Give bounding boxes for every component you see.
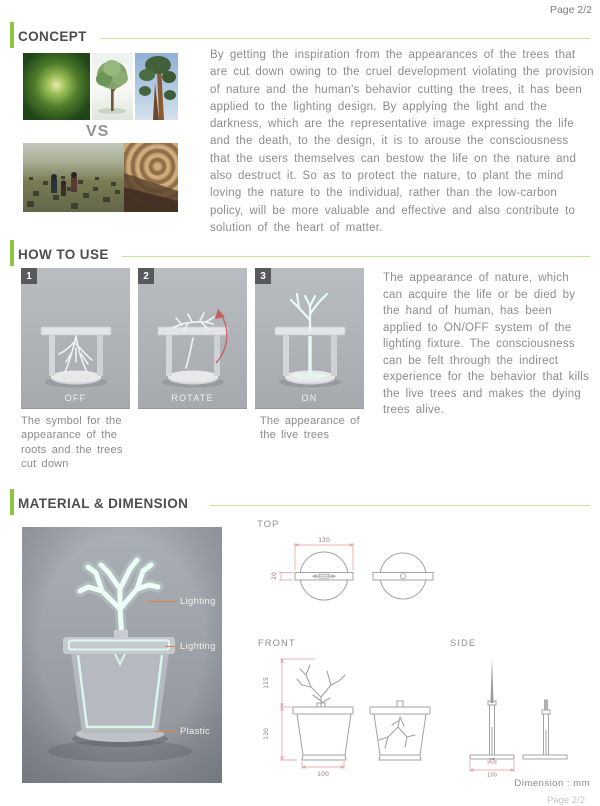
material-divider <box>210 505 590 506</box>
single-tree-photo <box>92 53 133 120</box>
top-view-label: TOP <box>257 519 280 530</box>
material-accent-bar <box>10 489 14 515</box>
product-render <box>22 527 222 783</box>
step-panel-on <box>255 268 364 409</box>
tall-tree-photo <box>135 53 178 120</box>
concept-body-text: By getting the inspiration from the appearances of the trees that are cut down owing to the cruel development violating the provision of nature and the human's behavior cutting the trees, it has been applied to the lighting design. By applying the light and the darkness, which are the representative image expressing the life and the death, to the design, it is to arouse the consciousness that the users themselves can bestow the life on the nature and also destruct it. So as to protect the nature, to plant the mind loving the nature to the individual, rather than the low-carbon policy, will be more valuable and effective and also contribute to solution of the heart of matter. <box>210 49 594 234</box>
how-to-use-title: HOW TO USE <box>18 247 109 262</box>
lamp-off-art <box>21 268 130 408</box>
dim-front-tree-height: 115 <box>263 677 270 689</box>
top-view-art <box>270 532 440 624</box>
tree-rings-photo <box>124 143 178 212</box>
single-tree-art <box>92 53 133 120</box>
step-on-caption: The appearance of the live trees <box>260 415 360 442</box>
plastic-leader-line <box>155 731 177 732</box>
how-to-use-divider <box>122 256 590 257</box>
front-view-label: FRONT <box>258 638 296 649</box>
step-off-caption: The symbol for the appearance of the roots and the trees cut down <box>21 415 123 470</box>
side-view-drawing <box>455 655 580 785</box>
dim-front-pot-height: 130 <box>263 728 270 740</box>
lamp-rotate-art <box>138 268 247 408</box>
dim-side-depth: 25 <box>488 758 496 764</box>
step-state-label: ON <box>301 393 318 403</box>
concept-title: CONCEPT <box>18 29 87 44</box>
tree-rings-art <box>124 143 178 212</box>
lighting-tree-label: Lighting <box>180 596 216 607</box>
dim-side-width: 100 <box>487 772 497 779</box>
vs-label: VS <box>86 123 110 140</box>
front-view-art <box>255 655 440 783</box>
deforestation-photo <box>23 143 124 212</box>
page-number: Page 2/2 <box>549 4 592 16</box>
dimension-unit-note: Dimension : mm <box>514 778 590 789</box>
front-view-drawing <box>255 655 440 783</box>
step-number-badge: 3 <box>255 268 271 284</box>
how-to-use-accent-bar <box>10 240 14 266</box>
clipped-footer-text: Page 2/2 <box>546 795 585 806</box>
lamp-on-art <box>255 268 364 408</box>
plastic-label: Plastic <box>180 726 211 737</box>
deforestation-art <box>23 143 124 212</box>
dim-top-width: 130 <box>318 537 330 544</box>
step-number-badge: 2 <box>138 268 154 284</box>
step-panel-rotate <box>138 268 247 409</box>
step-state-label: OFF <box>64 393 87 403</box>
concept-accent-bar <box>10 22 14 48</box>
step-panel-off <box>21 268 130 409</box>
lighting-tree-leader-line <box>148 601 177 602</box>
dim-top-depth: 20 <box>271 572 278 580</box>
concept-divider <box>100 38 590 39</box>
top-view-drawing <box>270 532 440 624</box>
dim-front-base-width: 100 <box>317 771 329 778</box>
side-view-label: SIDE <box>450 638 477 649</box>
how-to-use-body-text: The appearance of nature, which can acquire the life or be died by the hand of human, has been applied to ON/OFF system of the lighting fixture. The consciousness can be felt through the indirect experience for the behavior that kills the live trees and makes the dying trees alive. <box>383 272 590 416</box>
lighting-rim-leader-line <box>165 646 177 647</box>
lamp-render-art <box>22 527 222 783</box>
step-number-badge: 1 <box>21 268 37 284</box>
lighting-rim-label: Lighting <box>180 641 216 652</box>
tall-tree-art <box>135 53 178 120</box>
side-view-art <box>455 655 580 785</box>
material-title: MATERIAL & DIMENSION <box>18 496 189 511</box>
step-state-label: ROTATE <box>171 393 214 403</box>
forest-path-photo <box>23 53 90 120</box>
